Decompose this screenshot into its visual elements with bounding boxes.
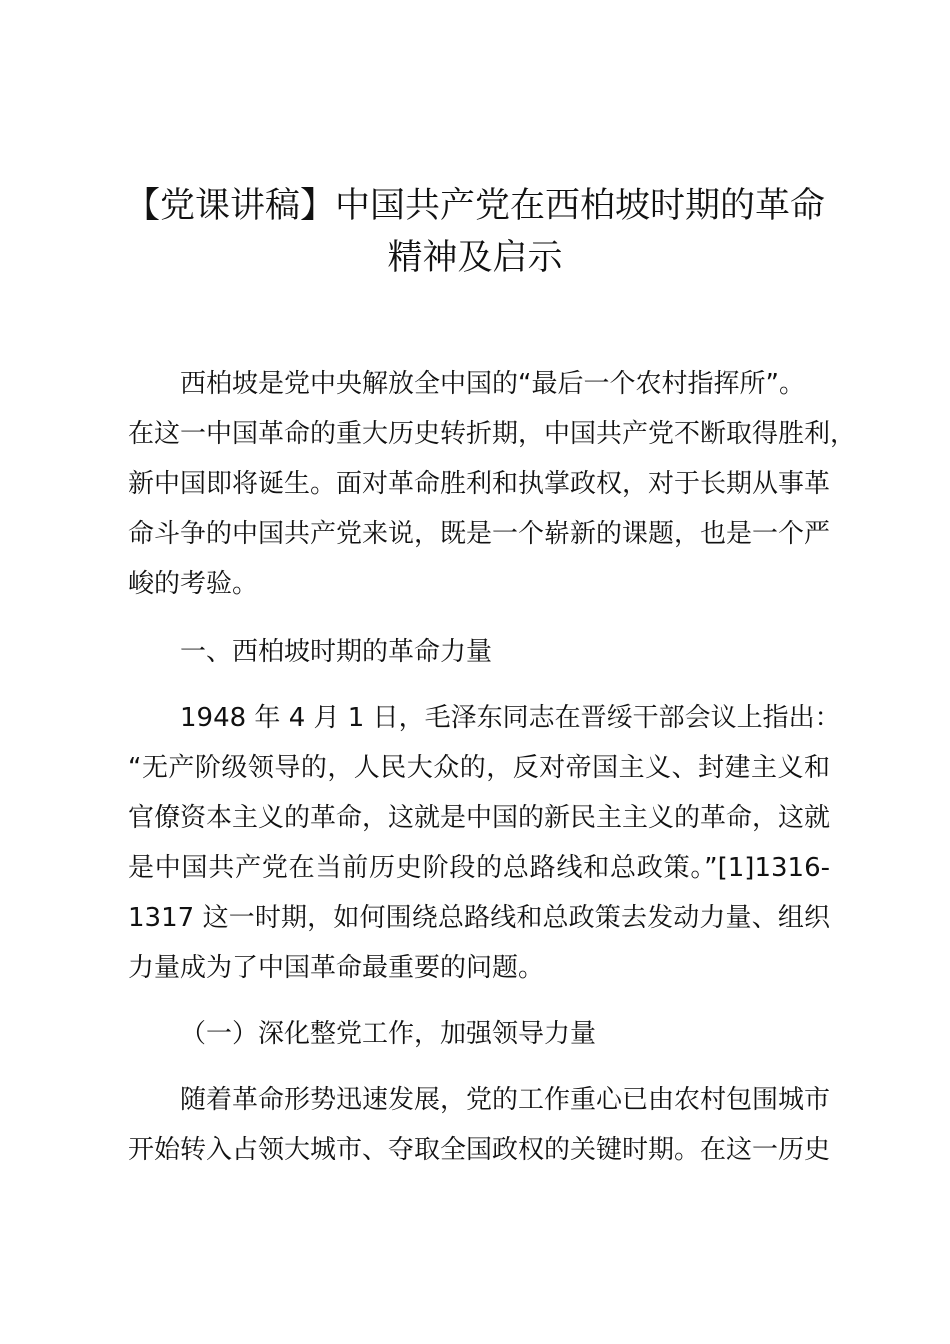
paragraph-3-line-1: 随着革命形势迅速发展，党的工作重心已由农村包围城市 [180,1085,831,1115]
paragraph-1-line-4: 命斗争的中国共产党来说，既是一个崭新的课题，也是一个严 [128,519,831,549]
paragraph-2-line-6: 力量成为了中国革命最重要的问题。 [128,953,545,983]
sub-heading-1: （一）深化整党工作，加强领导力量 [180,1019,597,1049]
paragraph-1-line-2: 在这一中国革命的重大历史转折期，中国共产党不断取得胜利， [128,419,857,449]
paragraph-1-line-5: 峻的考验。 [128,569,259,599]
paragraph-1-line-1: 西柏坡是党中央解放全中国的“最后一个农村指挥所”。 [180,369,805,399]
paragraph-2-line-1: 1948 年 4 月 1 日，毛泽东同志在晋绥干部会议上指出： [180,703,841,733]
title-line-1: 【党课讲稿】中国共产党在西柏坡时期的革命 [124,186,825,226]
paragraph-1-line-3: 新中国即将诞生。面对革命胜利和执掌政权，对于长期从事革 [128,469,831,499]
paragraph-3-line-2: 开始转入占领大城市、夺取全国政权的关键时期。在这一历史 [128,1135,831,1165]
section-heading-1: 一、西柏坡时期的革命力量 [180,637,493,667]
paragraph-2-line-2: “无产阶级领导的，人民大众的，反对帝国主义、封建主义和 [128,753,830,783]
paragraph-2-line-4: 是中国共产党在当前历史阶段的总路线和总政策。”[1]1316- [128,853,830,883]
paragraph-2-line-5: 1317 这一时期，如何围绕总路线和总政策去发动力量、组织 [128,903,830,933]
title-line-2: 精神及启示 [387,238,563,278]
paragraph-2-line-3: 官僚资本主义的革命，这就是中国的新民主主义的革命，这就 [128,803,831,833]
